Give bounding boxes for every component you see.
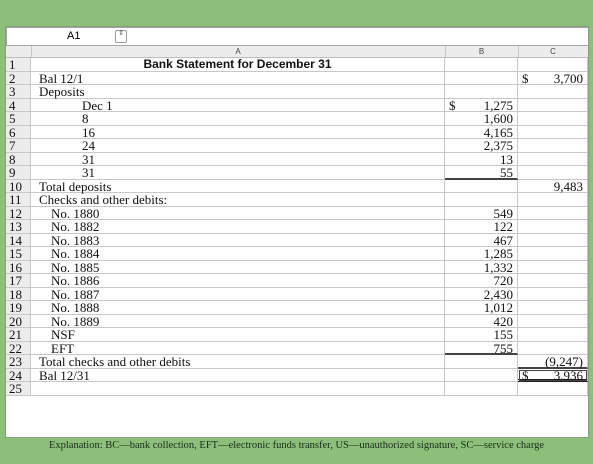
row-header[interactable]: 15 xyxy=(6,247,31,261)
cell-a[interactable]: No. 1882 xyxy=(31,220,445,234)
cell-b[interactable] xyxy=(445,193,518,207)
cell-a[interactable]: 31 xyxy=(31,166,445,180)
formula-bar[interactable] xyxy=(137,27,588,46)
cell-b-value: 420 xyxy=(493,313,513,329)
cell-b[interactable] xyxy=(445,72,518,86)
row-header[interactable]: 20 xyxy=(6,315,31,329)
cell-c-value: 9,483 xyxy=(553,178,583,194)
table-row xyxy=(6,99,588,113)
cell-a[interactable]: EFT xyxy=(31,342,445,356)
cell-b[interactable] xyxy=(445,288,518,302)
cell-b[interactable] xyxy=(445,382,518,396)
cell-c[interactable] xyxy=(518,139,588,153)
cell-c[interactable] xyxy=(518,180,588,194)
cell-c[interactable] xyxy=(518,301,588,315)
cell-c[interactable] xyxy=(518,72,588,86)
row-header[interactable]: 11 xyxy=(6,193,31,207)
cell-c-value: (9,247) xyxy=(545,354,583,369)
cell-c[interactable] xyxy=(518,99,588,113)
cell-c[interactable] xyxy=(518,126,588,140)
cell-b-value: 755 xyxy=(493,340,513,356)
row-header[interactable]: 10 xyxy=(6,180,31,194)
row-header[interactable]: 8 xyxy=(6,153,31,167)
cell-a[interactable]: No. 1883 xyxy=(31,234,445,248)
table-row xyxy=(6,261,588,275)
row-header[interactable]: 23 xyxy=(6,355,31,369)
cell-c[interactable] xyxy=(518,288,588,302)
table-row xyxy=(6,139,588,153)
row-header[interactable]: 4 xyxy=(6,99,31,113)
cell-reference: A1 xyxy=(67,30,81,42)
cell-b[interactable] xyxy=(445,274,518,288)
cell-b[interactable] xyxy=(445,369,518,383)
cell-a[interactable]: Total deposits xyxy=(31,180,445,194)
cell-b[interactable] xyxy=(445,315,518,329)
cell-b-value: 1,275 xyxy=(483,97,513,113)
row-header[interactable]: 2 xyxy=(6,72,31,86)
cell-a[interactable]: No. 1889 xyxy=(31,315,445,329)
table-row xyxy=(6,274,588,288)
cell-c[interactable] xyxy=(518,112,588,126)
cell-c[interactable] xyxy=(518,193,588,207)
table-row xyxy=(6,382,588,396)
cell-b-value: 1,285 xyxy=(483,246,513,261)
cell-a[interactable]: Total checks and other debits xyxy=(31,355,445,369)
cell-b-value: 2,430 xyxy=(483,286,513,302)
table-row xyxy=(6,355,588,369)
cell-a[interactable]: 31 xyxy=(31,153,445,167)
cell-b-value: 1,332 xyxy=(483,259,513,275)
cell-a[interactable]: 24 xyxy=(31,139,445,153)
explanation-caption: Explanation: BC—bank collection, EFT—electronic funds transfer, US—unauthorized signature, SC—service charge xyxy=(48,440,545,451)
row-header[interactable]: 16 xyxy=(6,261,31,275)
cell-c[interactable] xyxy=(518,220,588,234)
cell-b[interactable] xyxy=(445,166,518,180)
row-header[interactable]: 7 xyxy=(6,139,31,153)
table-row xyxy=(6,193,588,207)
cell-b[interactable] xyxy=(445,261,518,275)
row-header[interactable]: 5 xyxy=(6,112,31,126)
table-row xyxy=(6,247,588,261)
select-all-corner[interactable] xyxy=(6,46,32,57)
cell-a[interactable]: Bal 12/31 xyxy=(31,369,445,383)
cell-b[interactable] xyxy=(445,99,518,113)
row-header[interactable]: 1 xyxy=(6,58,31,72)
cell-c[interactable] xyxy=(518,328,588,342)
cell-b[interactable] xyxy=(445,301,518,315)
row-header[interactable]: 22 xyxy=(6,342,31,356)
row-header[interactable]: 12 xyxy=(6,207,31,221)
cell-c[interactable] xyxy=(518,153,588,167)
cell-b[interactable] xyxy=(445,207,518,221)
cell-c[interactable] xyxy=(518,274,588,288)
row-header[interactable]: 9 xyxy=(6,166,31,180)
cell-c[interactable] xyxy=(518,58,588,72)
row-header[interactable]: 13 xyxy=(6,220,31,234)
table-row xyxy=(6,342,588,356)
cell-c[interactable] xyxy=(518,85,588,99)
cell-c-value: 3,700 xyxy=(553,70,583,86)
cell-c[interactable] xyxy=(518,342,588,356)
table-row xyxy=(6,72,588,86)
cell-b[interactable] xyxy=(445,180,518,194)
column-header-a[interactable]: A xyxy=(31,46,446,57)
row-header[interactable]: 24 xyxy=(6,369,31,383)
cell-b-value: 720 xyxy=(493,273,513,288)
cell-c[interactable] xyxy=(518,382,588,396)
row-header[interactable]: 21 xyxy=(6,328,31,342)
row-header[interactable]: 14 xyxy=(6,234,31,248)
cell-a[interactable]: NSF xyxy=(31,328,445,342)
cell-a[interactable]: No. 1886 xyxy=(31,274,445,288)
currency-symbol: $ xyxy=(522,70,529,86)
table-row xyxy=(6,112,588,126)
table-row xyxy=(6,166,588,180)
cell-c[interactable] xyxy=(518,355,588,369)
cell-b[interactable] xyxy=(445,234,518,248)
cell-a[interactable]: Bank Statement for December 31 xyxy=(31,58,445,72)
cell-b-value: 549 xyxy=(493,205,513,221)
table-row xyxy=(6,153,588,167)
table-row xyxy=(6,315,588,329)
table-row xyxy=(6,234,588,248)
cell-b-value: 122 xyxy=(493,219,513,234)
name-box[interactable] xyxy=(6,27,138,46)
cell-a[interactable]: No. 1887 xyxy=(31,288,445,302)
column-header-b[interactable]: B xyxy=(445,46,519,57)
table-row xyxy=(6,126,588,140)
cell-c[interactable] xyxy=(518,247,588,261)
currency-symbol: $ xyxy=(449,97,456,113)
row-header[interactable]: 18 xyxy=(6,288,31,302)
cell-b[interactable] xyxy=(445,355,518,369)
cell-b-value: 4,165 xyxy=(483,124,513,140)
cell-b[interactable] xyxy=(445,247,518,261)
cell-b[interactable] xyxy=(445,328,518,342)
table-row xyxy=(6,301,588,315)
cell-b[interactable] xyxy=(445,153,518,167)
row-header[interactable]: 3 xyxy=(6,85,31,99)
cell-c[interactable] xyxy=(518,166,588,180)
cell-b-value: 467 xyxy=(493,232,513,248)
cell-b-value: 2,375 xyxy=(483,138,513,153)
table-row xyxy=(6,85,588,99)
cell-b[interactable] xyxy=(445,112,518,126)
cell-b[interactable] xyxy=(445,139,518,153)
cell-b-value: 1,600 xyxy=(483,111,513,126)
name-box-stepper-icon[interactable]: ⇕ xyxy=(115,30,127,43)
row-header[interactable]: 17 xyxy=(6,274,31,288)
table-row xyxy=(6,58,588,72)
cell-a[interactable]: No. 1884 xyxy=(31,247,445,261)
cell-b[interactable] xyxy=(445,220,518,234)
cell-c[interactable] xyxy=(518,207,588,221)
cell-b[interactable] xyxy=(445,342,518,356)
cell-c[interactable] xyxy=(518,369,588,383)
row-header[interactable]: 19 xyxy=(6,301,31,315)
spreadsheet-window xyxy=(5,26,589,438)
cell-c[interactable] xyxy=(518,261,588,275)
cell-b[interactable] xyxy=(445,85,518,99)
row-header[interactable]: 25 xyxy=(6,382,31,396)
cell-a[interactable]: No. 1880 xyxy=(31,207,445,221)
cell-b-value: 155 xyxy=(493,327,513,342)
table-row xyxy=(6,369,588,383)
cell-a[interactable]: Checks and other debits: xyxy=(31,193,445,207)
cell-a[interactable]: Bal 12/1 xyxy=(31,72,445,86)
cell-b-value: 55 xyxy=(500,165,513,180)
cell-a[interactable] xyxy=(31,382,445,396)
table-row xyxy=(6,207,588,221)
currency-symbol: $ xyxy=(522,367,529,383)
table-row xyxy=(6,288,588,302)
cell-c[interactable] xyxy=(518,315,588,329)
cell-b[interactable] xyxy=(445,58,518,72)
cell-a[interactable]: Deposits xyxy=(31,85,445,99)
table-row xyxy=(6,328,588,342)
cell-a[interactable]: Dec 1 xyxy=(31,99,445,113)
cell-b[interactable] xyxy=(445,126,518,140)
cell-b-value: 13 xyxy=(500,151,513,167)
column-header-c[interactable]: C xyxy=(550,47,556,56)
cell-a[interactable]: 8 xyxy=(31,112,445,126)
cell-b-value: 1,012 xyxy=(483,300,513,315)
cell-c[interactable] xyxy=(518,234,588,248)
table-row xyxy=(6,180,588,194)
cell-a[interactable]: No. 1888 xyxy=(31,301,445,315)
table-row xyxy=(6,220,588,234)
cell-a[interactable]: 16 xyxy=(31,126,445,140)
cell-a[interactable]: No. 1885 xyxy=(31,261,445,275)
row-header[interactable]: 6 xyxy=(6,126,31,140)
cell-c-value: 3,936 xyxy=(553,367,583,383)
